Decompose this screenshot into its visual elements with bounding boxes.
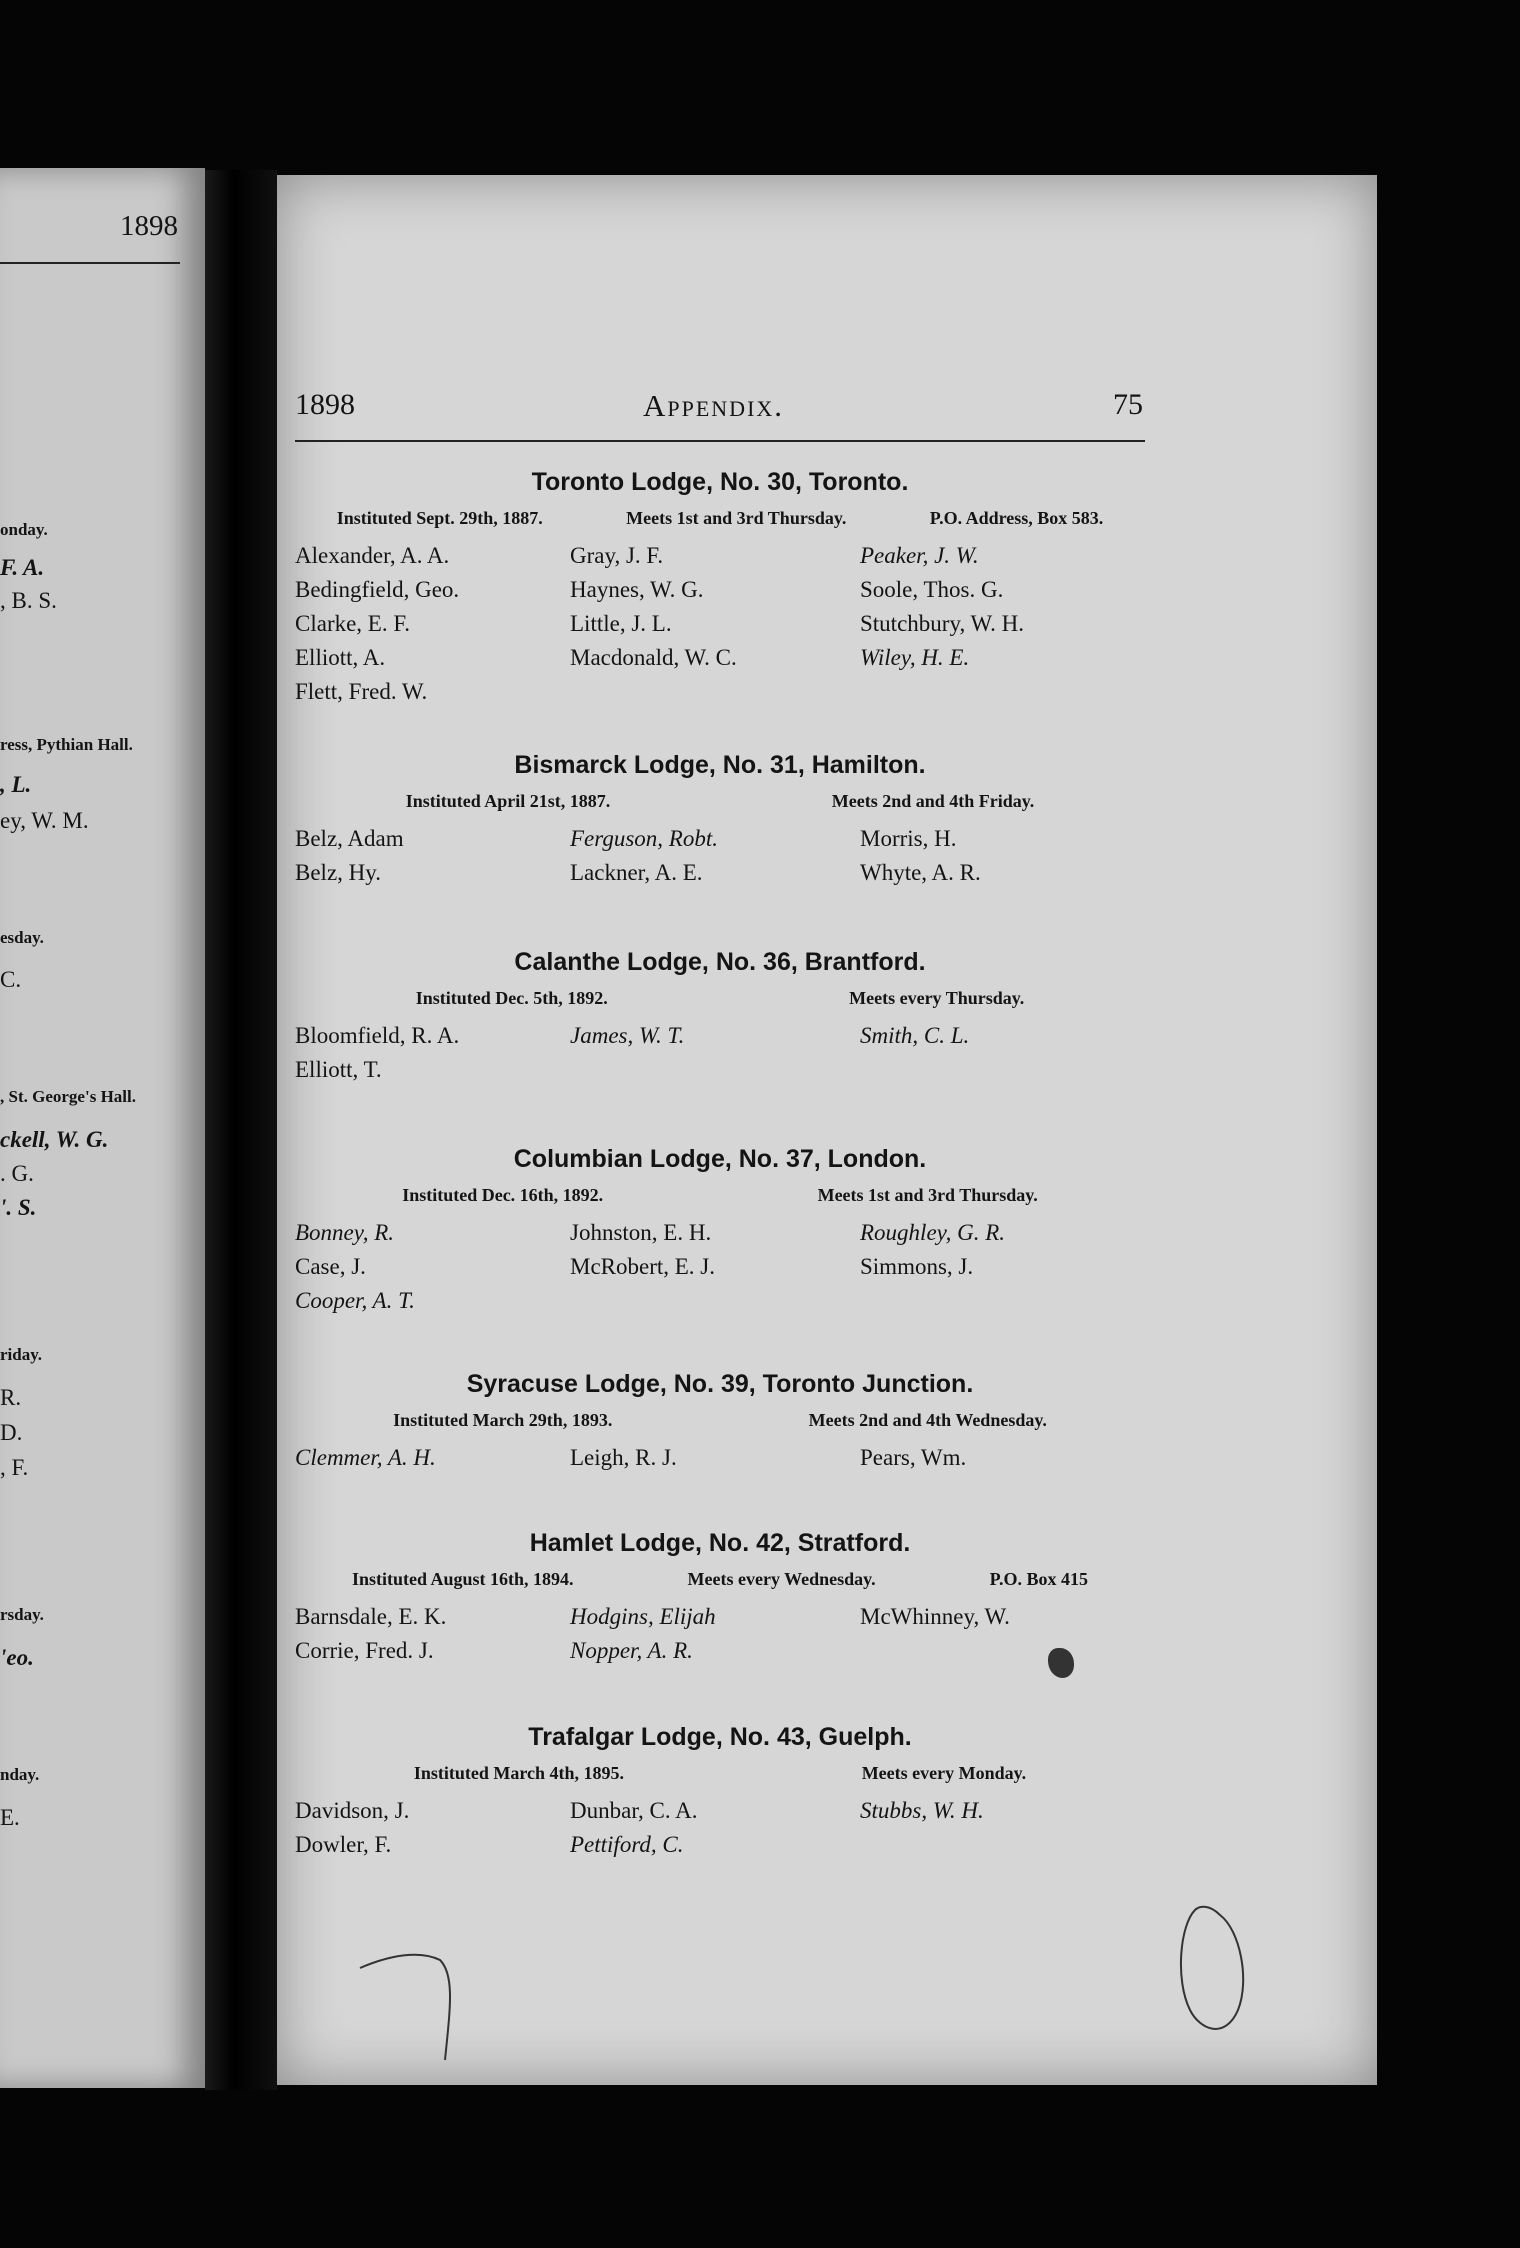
member-name: Cooper, A. T. — [295, 1288, 415, 1313]
member-name: Whyte, A. R. — [860, 860, 981, 885]
left-page-fragment: rsday. — [0, 1605, 44, 1624]
member-name: Little, J. L. — [570, 611, 672, 636]
member-name: Barnsdale, E. K. — [295, 1604, 447, 1629]
member-name: Clarke, E. F. — [295, 611, 411, 636]
left-page-fragment: , F. — [0, 1455, 29, 1480]
left-page-fragment: , St. George's Hall. — [0, 1087, 136, 1106]
member-name: Soole, Thos. G. — [860, 577, 1004, 602]
lodge-title: Calanthe Lodge, No. 36, Brantford. — [514, 948, 926, 976]
lodge-info-item: Meets 2nd and 4th Wednesday. — [808, 1410, 1047, 1430]
lodge-info-item: Meets every Monday. — [861, 1763, 1027, 1783]
left-page-fragment: onday. — [0, 520, 48, 539]
member-name: Peaker, J. W. — [860, 543, 979, 568]
lodge-info-item: Meets 1st and 3rd Thursday. — [626, 508, 847, 528]
lodge-title: Trafalgar Lodge, No. 43, Guelph. — [528, 1723, 912, 1751]
lodge-title: Toronto Lodge, No. 30, Toronto. — [531, 468, 909, 496]
member-name: Hodgins, Elijah — [570, 1604, 716, 1629]
member-name: Simmons, J. — [860, 1254, 974, 1279]
member-name: Davidson, J. — [295, 1798, 410, 1823]
left-page-fragment: ckell, W. G. — [0, 1127, 109, 1152]
member-name: Wiley, H. E. — [860, 645, 970, 670]
member-name: Morris, H. — [860, 826, 957, 851]
member-name: Bonney, R. — [295, 1220, 394, 1245]
left-page-fragment: nday. — [0, 1765, 40, 1784]
member-name: Elliott, A. — [295, 645, 386, 670]
left-page-fragment: esday. — [0, 928, 44, 947]
member-name: Belz, Hy. — [295, 860, 382, 885]
member-name: Ferguson, Robt. — [570, 826, 718, 851]
header-title: Appendix. — [643, 388, 785, 423]
member-name: Haynes, W. G. — [570, 577, 704, 602]
member-name: Case, J. — [295, 1254, 366, 1279]
left-page-fragment: 'eo. — [0, 1645, 34, 1670]
member-name: James, W. T. — [570, 1023, 685, 1048]
member-name: Elliott, T. — [295, 1057, 382, 1082]
lodge-info-item: Instituted Sept. 29th, 1887. — [336, 508, 543, 528]
member-name: Smith, C. L. — [860, 1023, 970, 1048]
member-name: Dowler, F. — [295, 1832, 392, 1857]
lodge-info-item: Meets 2nd and 4th Friday. — [831, 791, 1035, 811]
member-name: McRobert, E. J. — [570, 1254, 716, 1279]
member-name: Roughley, G. R. — [860, 1220, 1005, 1245]
member-name: Stubbs, W. H. — [860, 1798, 984, 1823]
member-name: Johnston, E. H. — [570, 1220, 712, 1245]
left-page-year: 1898 — [120, 210, 178, 242]
lodge-title: Hamlet Lodge, No. 42, Stratford. — [529, 1529, 911, 1557]
left-page-fragment: . G. — [0, 1161, 34, 1186]
left-page-fragment: D. — [0, 1420, 23, 1445]
member-name: Alexander, A. A. — [295, 543, 450, 568]
page-number: 75 — [1113, 388, 1143, 421]
member-name: Flett, Fred. W. — [295, 679, 428, 704]
member-name: Macdonald, W. C. — [570, 645, 737, 670]
member-name: Nopper, A. R. — [570, 1638, 693, 1663]
lodge-info-item: P.O. Address, Box 583. — [929, 508, 1104, 528]
lodge-info-item: Instituted April 21st, 1887. — [405, 791, 611, 811]
lodge-info-item: Meets every Thursday. — [849, 988, 1025, 1008]
lodge-info-item: Instituted Dec. 16th, 1892. — [402, 1185, 604, 1205]
member-name: Bloomfield, R. A. — [295, 1023, 460, 1048]
lodge-title: Bismarck Lodge, No. 31, Hamilton. — [514, 751, 926, 779]
member-name: Pears, Wm. — [860, 1445, 967, 1470]
left-page-fragment: E. — [0, 1805, 20, 1830]
lodge-info-item: Meets 1st and 3rd Thursday. — [817, 1185, 1038, 1205]
lodge-title: Columbian Lodge, No. 37, London. — [513, 1145, 927, 1173]
left-page-fragment: F. A. — [0, 555, 45, 580]
member-name: McWhinney, W. — [860, 1604, 1010, 1629]
lodge-info-item: Meets every Wednesday. — [687, 1569, 876, 1589]
member-name: Corrie, Fred. J. — [295, 1638, 434, 1663]
member-name: Leigh, R. J. — [570, 1445, 677, 1470]
lodge-info-item: Instituted August 16th, 1894. — [351, 1569, 574, 1589]
member-name: Bedingfield, Geo. — [295, 577, 460, 602]
lodge-info-item: Instituted March 29th, 1893. — [393, 1410, 613, 1430]
member-name: Dunbar, C. A. — [570, 1798, 698, 1823]
header-year: 1898 — [295, 388, 355, 421]
left-page-fragment: '. S. — [0, 1195, 37, 1220]
member-name: Gray, J. F. — [570, 543, 664, 568]
member-name: Belz, Adam — [295, 826, 404, 851]
left-page-fragment: riday. — [0, 1345, 43, 1364]
lodge-title: Syracuse Lodge, No. 39, Toronto Junction. — [466, 1370, 974, 1398]
member-name: Pettiford, C. — [570, 1832, 684, 1857]
left-page-fragment: C. — [0, 967, 22, 992]
member-name: Stutchbury, W. H. — [860, 611, 1024, 636]
lodge-info-item: Instituted Dec. 5th, 1892. — [415, 988, 608, 1008]
lodge-info-item: P.O. Box 415 — [989, 1569, 1088, 1589]
member-name: Clemmer, A. H. — [295, 1445, 436, 1470]
left-page-fragment: R. — [0, 1385, 22, 1410]
left-page-fragment: ress, Pythian Hall. — [0, 735, 133, 754]
member-name: Lackner, A. E. — [570, 860, 703, 885]
left-page-fragment: , B. S. — [0, 588, 57, 613]
left-page-fragment: , L. — [0, 772, 32, 797]
lodge-info-item: Instituted March 4th, 1895. — [413, 1763, 625, 1783]
left-page-fragment: ey, W. M. — [0, 808, 89, 833]
